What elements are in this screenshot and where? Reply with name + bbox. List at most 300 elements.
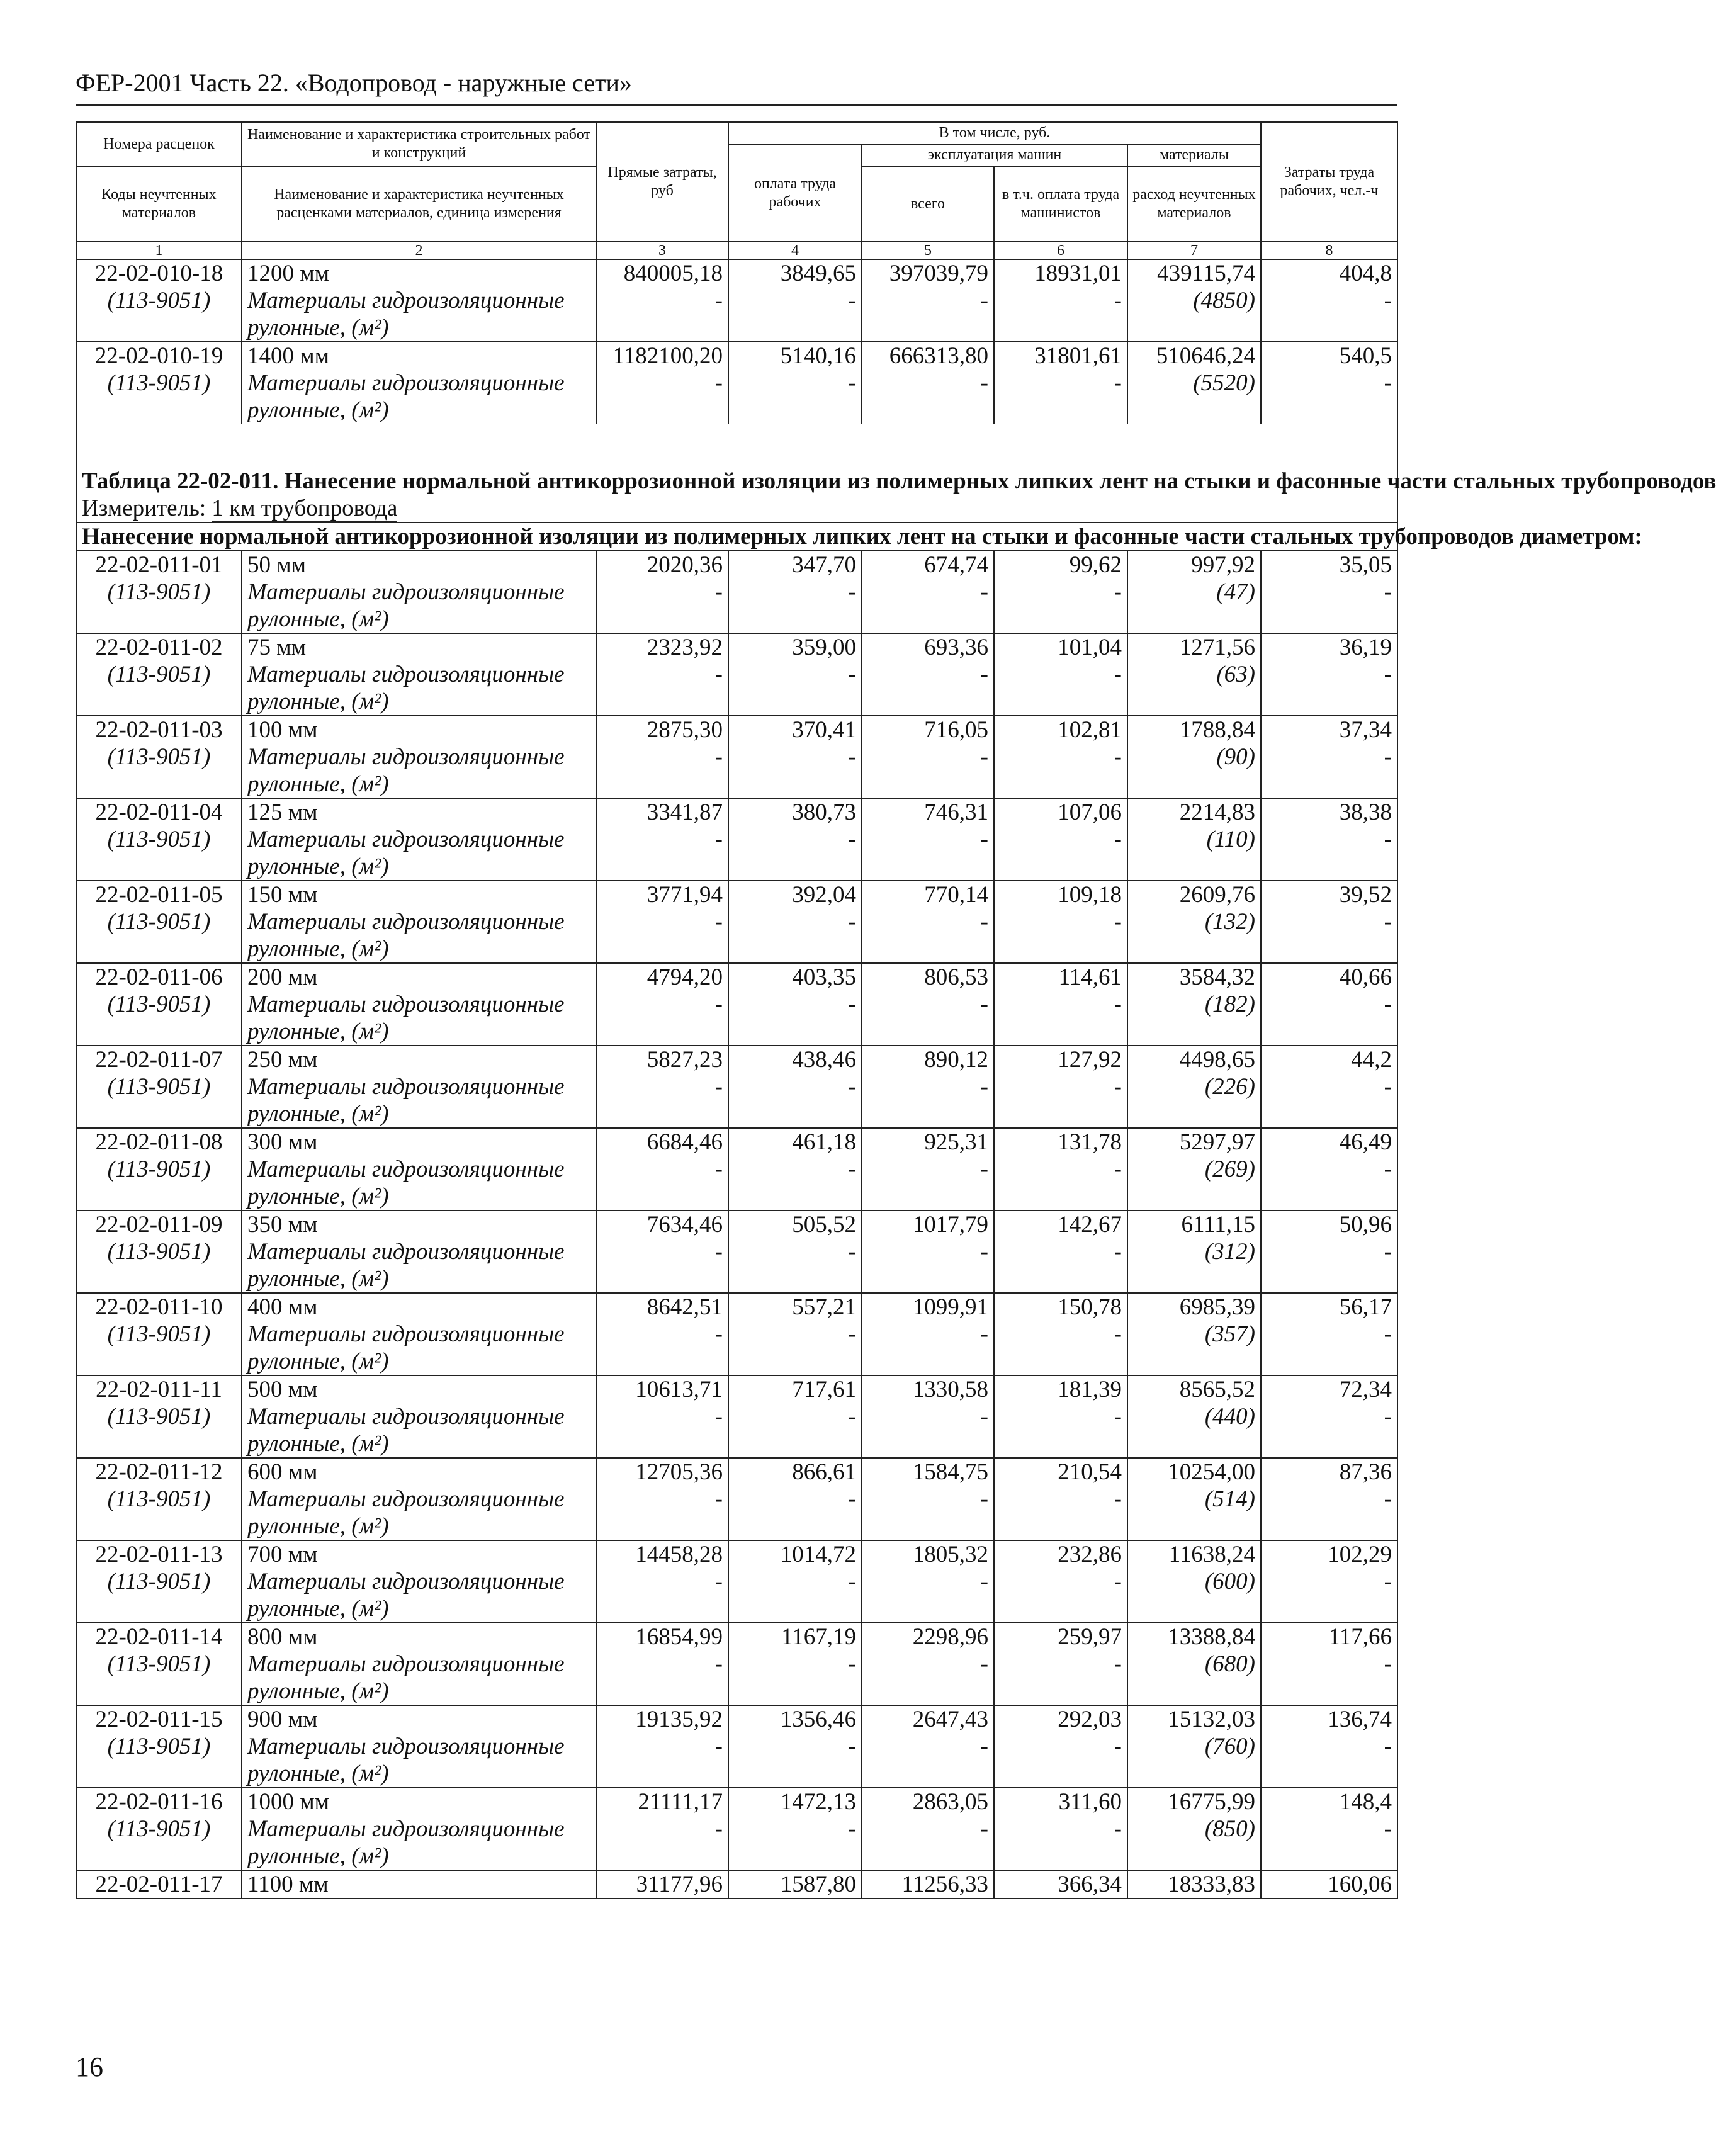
table-row — [76, 1870, 1397, 1899]
empty-cell — [596, 1595, 728, 1623]
material-value: - — [862, 1815, 994, 1843]
value-cell: 87,36 — [1261, 1458, 1397, 1486]
material-value: (600) — [1127, 1568, 1261, 1595]
table-row — [76, 881, 1397, 908]
empty-cell — [76, 1513, 242, 1540]
empty-cell — [994, 1018, 1127, 1046]
material-value: - — [994, 287, 1127, 314]
rate-code: 22-02-011-05 — [76, 881, 242, 908]
empty-cell — [862, 1183, 994, 1211]
material-value: - — [994, 1403, 1127, 1430]
empty-cell — [862, 1513, 994, 1540]
empty-cell — [596, 1678, 728, 1705]
material-code: (113-9051) — [76, 743, 242, 770]
empty-cell — [596, 606, 728, 633]
empty-cell — [1127, 853, 1261, 881]
value-cell: 392,04 — [728, 881, 862, 908]
material-value: - — [596, 1238, 728, 1265]
material-value: - — [728, 579, 862, 606]
material-value: - — [994, 1568, 1127, 1595]
table-row — [76, 716, 1397, 743]
material-unit: рулонные, (м²) — [242, 1430, 596, 1458]
material-name: Материалы гидроизоляционные — [242, 1156, 596, 1183]
empty-cell — [862, 770, 994, 798]
empty-cell — [728, 314, 862, 342]
value-cell: 404,8 — [1261, 259, 1397, 287]
material-row — [76, 1651, 1397, 1678]
empty-cell — [1261, 1595, 1397, 1623]
material-value: - — [862, 1156, 994, 1183]
value-cell: 380,73 — [728, 798, 862, 826]
table-row — [76, 551, 1397, 579]
empty-cell — [596, 1018, 728, 1046]
col-num: 5 — [862, 242, 994, 259]
empty-cell — [1261, 853, 1397, 881]
header-pryamye: Прямые затраты, руб — [596, 122, 728, 242]
material-unit-row — [76, 1348, 1397, 1375]
material-code: (113-9051) — [76, 370, 242, 397]
value-cell: 557,21 — [728, 1293, 862, 1321]
material-value: (269) — [1127, 1156, 1261, 1183]
value-cell: 4794,20 — [596, 963, 728, 991]
value-cell: 540,5 — [1261, 342, 1397, 370]
rate-code: 22-02-011-02 — [76, 633, 242, 661]
empty-cell — [76, 1265, 242, 1293]
empty-cell — [1261, 606, 1397, 633]
empty-cell — [1127, 1513, 1261, 1540]
value-cell: 1182100,20 — [596, 342, 728, 370]
empty-cell — [1127, 1348, 1261, 1375]
empty-cell — [1261, 397, 1397, 424]
material-row — [76, 908, 1397, 935]
empty-cell — [862, 1595, 994, 1623]
material-value: - — [1261, 1486, 1397, 1513]
empty-cell — [1127, 314, 1261, 342]
value-cell: 1167,19 — [728, 1623, 862, 1651]
material-row — [76, 1486, 1397, 1513]
material-name: Материалы гидроизоляционные — [242, 661, 596, 688]
empty-cell — [76, 1183, 242, 1211]
empty-cell — [1127, 688, 1261, 716]
empty-cell — [994, 935, 1127, 963]
material-value: (47) — [1127, 579, 1261, 606]
material-value: - — [994, 1733, 1127, 1760]
material-code: (113-9051) — [76, 1403, 242, 1430]
value-cell: 359,00 — [728, 633, 862, 661]
table-row — [76, 1211, 1397, 1238]
empty-cell — [1127, 1183, 1261, 1211]
value-cell: 16854,99 — [596, 1623, 728, 1651]
value-cell: 2863,05 — [862, 1788, 994, 1815]
material-value: - — [596, 826, 728, 853]
empty-cell — [994, 397, 1127, 424]
empty-cell — [994, 1595, 1127, 1623]
material-value: (514) — [1127, 1486, 1261, 1513]
empty-cell — [728, 1018, 862, 1046]
material-unit-row — [76, 1430, 1397, 1458]
empty-cell — [994, 688, 1127, 716]
work-size: 200 мм — [242, 963, 596, 991]
material-code: (113-9051) — [76, 1486, 242, 1513]
material-value: - — [862, 826, 994, 853]
value-cell: 127,92 — [994, 1046, 1127, 1073]
empty-cell — [728, 1595, 862, 1623]
measure-row — [76, 495, 1397, 522]
empty-cell — [76, 770, 242, 798]
material-value: (4850) — [1127, 287, 1261, 314]
material-row — [76, 826, 1397, 853]
col-num: 6 — [994, 242, 1127, 259]
material-value: - — [862, 661, 994, 688]
empty-cell — [596, 314, 728, 342]
material-value: - — [1261, 661, 1397, 688]
value-cell: 1472,13 — [728, 1788, 862, 1815]
material-value: (760) — [1127, 1733, 1261, 1760]
material-value: - — [728, 1321, 862, 1348]
value-cell: 746,31 — [862, 798, 994, 826]
material-name: Материалы гидроизоляционные — [242, 1815, 596, 1843]
material-value: - — [596, 370, 728, 397]
material-unit: рулонные, (м²) — [242, 397, 596, 424]
empty-cell — [728, 853, 862, 881]
empty-cell — [994, 1513, 1127, 1540]
value-cell: 11256,33 — [862, 1870, 994, 1899]
empty-cell — [862, 1018, 994, 1046]
empty-cell — [1127, 1678, 1261, 1705]
value-cell: 997,92 — [1127, 551, 1261, 579]
empty-cell — [1127, 935, 1261, 963]
rate-code: 22-02-011-11 — [76, 1375, 242, 1403]
material-value: - — [1261, 370, 1397, 397]
material-value: - — [862, 1321, 994, 1348]
value-cell: 117,66 — [1261, 1623, 1397, 1651]
empty-cell — [994, 314, 1127, 342]
table-row — [76, 1458, 1397, 1486]
value-cell: 1330,58 — [862, 1375, 994, 1403]
value-cell: 31801,61 — [994, 342, 1127, 370]
empty-cell — [728, 1265, 862, 1293]
value-cell: 101,04 — [994, 633, 1127, 661]
value-cell: 39,52 — [1261, 881, 1397, 908]
material-value: - — [1261, 1321, 1397, 1348]
work-size: 1400 мм — [242, 342, 596, 370]
material-row — [76, 1321, 1397, 1348]
header-materialy: материалы — [1127, 144, 1261, 166]
material-unit-row — [76, 1843, 1397, 1870]
material-value: - — [728, 1651, 862, 1678]
empty-cell — [1127, 1430, 1261, 1458]
material-value: - — [862, 1486, 994, 1513]
value-cell: 114,61 — [994, 963, 1127, 991]
material-value: - — [728, 743, 862, 770]
rate-code: 22-02-011-08 — [76, 1128, 242, 1156]
material-value: (5520) — [1127, 370, 1261, 397]
empty-cell — [1127, 397, 1261, 424]
value-cell: 5297,97 — [1127, 1128, 1261, 1156]
material-value: - — [596, 743, 728, 770]
material-value: - — [1261, 287, 1397, 314]
material-name: Материалы гидроизоляционные — [242, 908, 596, 935]
empty-cell — [76, 1430, 242, 1458]
work-size: 400 мм — [242, 1293, 596, 1321]
table-row — [76, 342, 1397, 370]
value-cell: 131,78 — [994, 1128, 1127, 1156]
value-cell: 1356,46 — [728, 1705, 862, 1733]
material-unit: рулонные, (м²) — [242, 935, 596, 963]
work-size: 500 мм — [242, 1375, 596, 1403]
material-value: - — [862, 579, 994, 606]
empty-cell — [1261, 1843, 1397, 1870]
value-cell: 3584,32 — [1127, 963, 1261, 991]
value-cell: 40,66 — [1261, 963, 1397, 991]
material-value: - — [728, 1568, 862, 1595]
rate-code: 22-02-011-14 — [76, 1623, 242, 1651]
material-value: - — [862, 287, 994, 314]
material-value: - — [994, 1815, 1127, 1843]
table-row — [76, 1705, 1397, 1733]
value-cell: 19135,92 — [596, 1705, 728, 1733]
empty-cell — [728, 397, 862, 424]
value-cell: 890,12 — [862, 1046, 994, 1073]
material-value: - — [1261, 1733, 1397, 1760]
value-cell: 109,18 — [994, 881, 1127, 908]
value-cell: 1099,91 — [862, 1293, 994, 1321]
empty-cell — [76, 853, 242, 881]
empty-cell — [596, 1430, 728, 1458]
rate-code: 22-02-010-19 — [76, 342, 242, 370]
material-value: - — [1261, 1156, 1397, 1183]
value-cell: 397039,79 — [862, 259, 994, 287]
empty-cell — [596, 397, 728, 424]
empty-cell — [596, 1265, 728, 1293]
table-row — [76, 1623, 1397, 1651]
empty-cell — [596, 770, 728, 798]
material-value: - — [1261, 1568, 1397, 1595]
value-cell: 4498,65 — [1127, 1046, 1261, 1073]
value-cell: 102,81 — [994, 716, 1127, 743]
material-row — [76, 579, 1397, 606]
col-num: 1 — [76, 242, 242, 259]
material-row — [76, 1815, 1397, 1843]
empty-cell — [76, 1843, 242, 1870]
value-cell: 366,34 — [994, 1870, 1127, 1899]
value-cell: 370,41 — [728, 716, 862, 743]
material-value: - — [994, 1073, 1127, 1100]
empty-cell — [862, 1843, 994, 1870]
header-ekspl: эксплуатация машин — [862, 144, 1127, 166]
material-value: - — [994, 370, 1127, 397]
empty-cell — [1261, 1513, 1397, 1540]
material-value: - — [728, 1486, 862, 1513]
empty-cell — [1261, 1183, 1397, 1211]
empty-cell — [596, 853, 728, 881]
rate-code: 22-02-011-17 — [76, 1870, 242, 1899]
work-size: 50 мм — [242, 551, 596, 579]
material-value: - — [1261, 579, 1397, 606]
work-size: 700 мм — [242, 1540, 596, 1568]
value-cell: 2020,36 — [596, 551, 728, 579]
material-value: - — [596, 287, 728, 314]
empty-cell — [994, 1843, 1127, 1870]
header-oplata: оплата труда рабочих — [728, 144, 862, 242]
table-row — [76, 259, 1397, 287]
value-cell: 439115,74 — [1127, 259, 1261, 287]
measure-value: 1 км трубопровода — [212, 495, 398, 521]
section-subtitle: Нанесение нормальной антикоррозионной изоляции из полимерных липких лент на стыки и фасонные части стальных трубопроводов диаметром: — [76, 522, 1397, 551]
material-value: (90) — [1127, 743, 1261, 770]
empty-cell — [728, 1760, 862, 1788]
material-code: (113-9051) — [76, 1321, 242, 1348]
material-name: Материалы гидроизоляционные — [242, 1568, 596, 1595]
rate-code: 22-02-011-06 — [76, 963, 242, 991]
rate-code: 22-02-010-18 — [76, 259, 242, 287]
value-cell: 347,70 — [728, 551, 862, 579]
value-cell: 1788,84 — [1127, 716, 1261, 743]
material-value: - — [596, 1486, 728, 1513]
material-unit-row — [76, 314, 1397, 342]
empty-cell — [596, 1100, 728, 1128]
rate-code: 22-02-011-16 — [76, 1788, 242, 1815]
empty-cell — [76, 1348, 242, 1375]
material-unit-row — [76, 1265, 1397, 1293]
empty-cell — [728, 1100, 862, 1128]
material-value: - — [596, 1733, 728, 1760]
value-cell: 717,61 — [728, 1375, 862, 1403]
value-cell: 693,36 — [862, 633, 994, 661]
empty-cell — [596, 1513, 728, 1540]
empty-cell — [994, 853, 1127, 881]
table-title-row — [76, 468, 1397, 495]
material-value: - — [596, 661, 728, 688]
work-size: 1200 мм — [242, 259, 596, 287]
material-value: - — [596, 1403, 728, 1430]
material-value: - — [1261, 1651, 1397, 1678]
value-cell: 6985,39 — [1127, 1293, 1261, 1321]
empty-cell — [728, 935, 862, 963]
material-name: Материалы гидроизоляционные — [242, 370, 596, 397]
empty-cell — [862, 1348, 994, 1375]
value-cell: 102,29 — [1261, 1540, 1397, 1568]
empty-cell — [596, 935, 728, 963]
empty-cell — [1261, 1348, 1397, 1375]
empty-cell — [994, 1100, 1127, 1128]
material-code: (113-9051) — [76, 579, 242, 606]
material-value: - — [994, 908, 1127, 935]
material-value: - — [1261, 1073, 1397, 1100]
empty-cell — [1127, 1018, 1261, 1046]
value-cell: 292,03 — [994, 1705, 1127, 1733]
material-value: - — [994, 579, 1127, 606]
header-naim-rabot: Наименование и характеристика строительных работ и конструкций — [242, 122, 596, 166]
rate-code: 22-02-011-15 — [76, 1705, 242, 1733]
empty-cell — [728, 1348, 862, 1375]
material-unit: рулонные, (м²) — [242, 1595, 596, 1623]
table-row — [76, 798, 1397, 826]
material-value: - — [728, 991, 862, 1018]
material-value: - — [596, 1651, 728, 1678]
value-cell: 5140,16 — [728, 342, 862, 370]
material-value: - — [994, 991, 1127, 1018]
value-cell: 2609,76 — [1127, 881, 1261, 908]
material-name: Материалы гидроизоляционные — [242, 1073, 596, 1100]
empty-cell — [1127, 1760, 1261, 1788]
rate-code: 22-02-011-04 — [76, 798, 242, 826]
material-value: - — [994, 1321, 1127, 1348]
material-value: (182) — [1127, 991, 1261, 1018]
empty-cell — [994, 770, 1127, 798]
work-size: 75 мм — [242, 633, 596, 661]
page-number: 16 — [76, 2052, 103, 2082]
empty-cell — [1127, 606, 1261, 633]
material-code: (113-9051) — [76, 1568, 242, 1595]
empty-cell — [76, 1018, 242, 1046]
empty-cell — [596, 1348, 728, 1375]
empty-cell — [862, 935, 994, 963]
material-unit-row — [76, 1595, 1397, 1623]
material-value: - — [596, 1156, 728, 1183]
value-cell: 12705,36 — [596, 1458, 728, 1486]
value-cell: 44,2 — [1261, 1046, 1397, 1073]
material-row — [76, 1568, 1397, 1595]
empty-cell — [728, 688, 862, 716]
empty-cell — [728, 606, 862, 633]
value-cell: 107,06 — [994, 798, 1127, 826]
material-value: - — [728, 1733, 862, 1760]
empty-cell — [1261, 1100, 1397, 1128]
table-title: Таблица 22-02-011. Нанесение нормальной антикоррозионной изоляции из полимерных липких лент на стыки и фасонные части стальных трубопроводов — [76, 468, 1397, 495]
material-value: - — [728, 826, 862, 853]
material-row — [76, 991, 1397, 1018]
material-row — [76, 370, 1397, 397]
material-row — [76, 1403, 1397, 1430]
empty-cell — [1261, 1760, 1397, 1788]
value-cell: 674,74 — [862, 551, 994, 579]
empty-cell — [1127, 1265, 1261, 1293]
empty-cell — [76, 314, 242, 342]
value-cell: 136,74 — [1261, 1705, 1397, 1733]
table-row — [76, 1540, 1397, 1568]
material-value: - — [596, 1321, 728, 1348]
material-name: Материалы гидроизоляционные — [242, 826, 596, 853]
header-nomera-rascenok: Номера расценок — [76, 122, 242, 166]
material-unit-row — [76, 1183, 1397, 1211]
table-row — [76, 1293, 1397, 1321]
value-cell: 1584,75 — [862, 1458, 994, 1486]
rate-code: 22-02-011-01 — [76, 551, 242, 579]
material-unit: рулонные, (м²) — [242, 1760, 596, 1788]
material-code: (113-9051) — [76, 1073, 242, 1100]
material-name: Материалы гидроизоляционные — [242, 1651, 596, 1678]
material-unit-row — [76, 1018, 1397, 1046]
value-cell: 50,96 — [1261, 1211, 1397, 1238]
value-cell: 18333,83 — [1127, 1870, 1261, 1899]
header-v-tom-chisle: В том числе, руб. — [728, 122, 1261, 144]
material-name: Материалы гидроизоляционные — [242, 991, 596, 1018]
work-size: 900 мм — [242, 1705, 596, 1733]
col-num: 4 — [728, 242, 862, 259]
value-cell: 438,46 — [728, 1046, 862, 1073]
material-code: (113-9051) — [76, 908, 242, 935]
work-size: 1000 мм — [242, 1788, 596, 1815]
empty-cell — [862, 688, 994, 716]
empty-cell — [76, 935, 242, 963]
value-cell: 716,05 — [862, 716, 994, 743]
material-value: - — [994, 661, 1127, 688]
table-header — [76, 122, 1397, 259]
material-value: - — [1261, 743, 1397, 770]
material-value: - — [862, 1073, 994, 1100]
material-value: (440) — [1127, 1403, 1261, 1430]
